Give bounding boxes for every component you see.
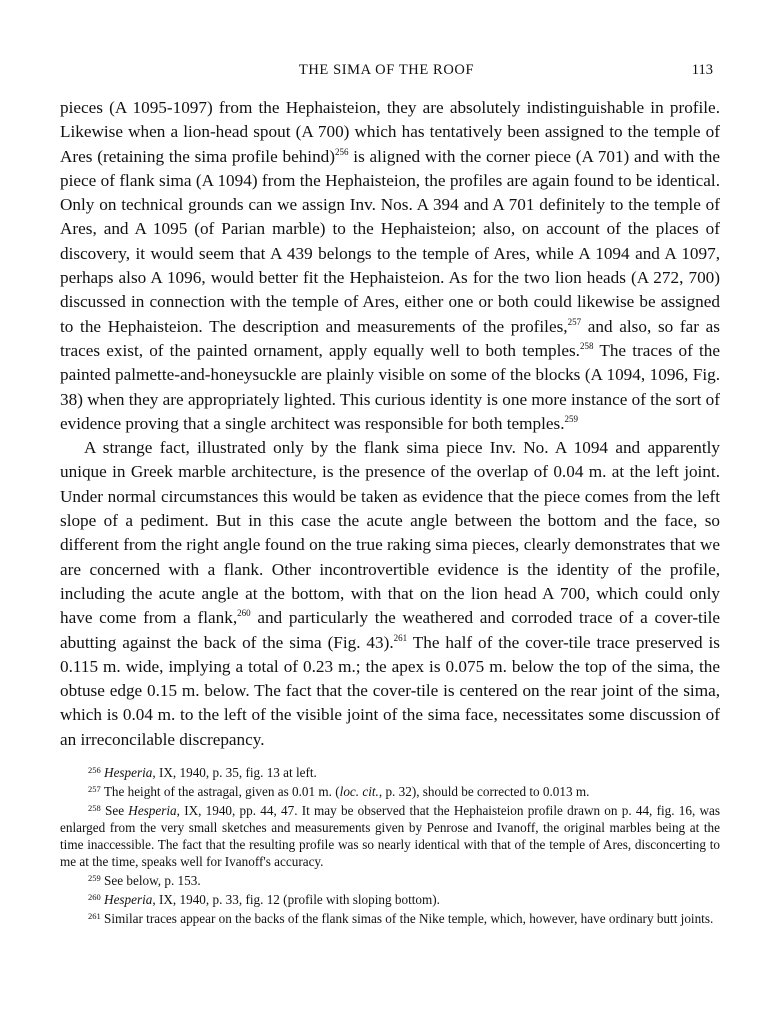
footnote-text: , IX, 1940, p. 33, fig. 12 (profile with sloping bottom). bbox=[152, 892, 440, 907]
text-run: pieces (A 1095-1097) from the Hephaisteion, they are absolutely indistinguishable in profile. Likewise when a lion-head spout (A 700) which has tentatively been assigned to the temple of Ares (retaining the sima profile behind) bbox=[60, 98, 720, 166]
page-number: 113 bbox=[691, 62, 713, 78]
footnote-italic: Hesperia bbox=[104, 892, 153, 907]
running-header bbox=[60, 62, 713, 84]
footnote-number: 257 bbox=[88, 784, 101, 794]
footnote bbox=[60, 889, 720, 908]
text-run: and also, so far as traces exist, of the painted ornament, apply equally well to both temples. bbox=[60, 316, 720, 360]
footnote-text: See below, p. 153. bbox=[104, 873, 201, 888]
footnote-ref: 261 bbox=[393, 632, 408, 643]
text-run: and particularly the weathered and corroded trace of a cover-tile abutting against the back of the sima (Fig. 43). bbox=[60, 608, 720, 652]
text-run: The half of the cover-tile trace preserved is 0.115 m. wide, implying a total of 0.23 m.; the apex is 0.075 m. below the top of the sima, the obtuse edge 0.15 m. below. The fact that the cover-tile is centered on the rear joint of the sima, which is 0.04 m. to the left of the visible joint of the sima face, necessitates some discussion of an irreconcilable discrepancy. bbox=[60, 632, 720, 749]
footnote-number: 261 bbox=[88, 911, 101, 921]
footnotes bbox=[60, 762, 720, 927]
footnote bbox=[60, 800, 720, 870]
footnote-ref: 257 bbox=[567, 316, 582, 327]
footnote-number: 256 bbox=[88, 765, 101, 775]
footnote bbox=[60, 762, 720, 781]
text-run: The traces of the painted palmette-and-honeysuckle are plainly visible on some of the blocks (A 1094, 1096, Fig. 38) when they are appropriately lighted. This curious identity is one more instance of the sort of evidence proving that a single architect was responsible for both temples. bbox=[60, 340, 720, 433]
running-title: THE SIMA OF THE ROOF bbox=[298, 62, 475, 78]
footnote-text: , IX, 1940, p. 35, fig. 13 at left. bbox=[152, 765, 317, 780]
paragraph bbox=[60, 436, 720, 752]
footnote-italic: Hesperia bbox=[104, 765, 153, 780]
footnote-italic: Hesperia bbox=[128, 803, 177, 818]
footnote-ref: 259 bbox=[564, 413, 578, 424]
paragraph bbox=[60, 96, 720, 436]
footnote bbox=[60, 908, 720, 927]
footnote bbox=[60, 781, 720, 800]
text-run: is aligned with the corner piece (A 701) and with the piece of flank sima (A 1094) from the Hephaisteion, the profiles are again found to be identical. Only on technical grounds can we assign Inv. Nos. A 394 and A 701 definitely to the temple of Ares, and A 1095 (of Parian marble) to the Hephaisteion; also, on account of the places of discovery, it would seem that A 439 belongs to the temple of Ares, while A 1094 and A 1097, perhaps also A 1096, would better fit the Hephaisteion. As for the two lion heads (A 272, 700) discussed in connection with the temple of Ares, either one or both could likewise be assigned to the Hephaisteion. The description and measurements of the profiles, bbox=[60, 146, 720, 336]
footnote-ref: 260 bbox=[237, 608, 251, 619]
footnote-text: See bbox=[105, 803, 129, 818]
main-text bbox=[60, 96, 720, 752]
footnote bbox=[60, 870, 720, 889]
text-run: A strange fact, illustrated only by the flank sima piece Inv. No. A 1094 and apparently unique in Greek marble architecture, is the presence of the overlap of 0.04 m. at the left joint. Under normal circumstances this would be taken as evidence that the piece comes from the left slope of a pediment. But in this case the acute angle between the bottom and the face, so different from the right angle found on the true raking sima pieces, clearly demonstrates that we are concerned with a flank. Other incontrovertible evidence is the identity of the profile, including the acute angle at the bottom, with that on the lion head A 700, which could only have come from a flank, bbox=[60, 438, 720, 628]
footnote-number: 259 bbox=[88, 873, 101, 883]
footnote-italic: loc. cit. bbox=[339, 784, 379, 799]
footnote-text: , IX, 1940, pp. 44, 47. It may be observed that the Hephaisteion profile drawn on p. 44, fig. 16, was enlarged from the very small sketches and measurements given by Penrose and Ivanoff, the original marbles being at the time inaccessible. The fact that the resulting profile was so nearly identical with that of the temple of Ares, disconcerting to me at the time, speaks well for Ivanoff's accuracy. bbox=[60, 803, 721, 869]
footnote-text: Similar traces appear on the backs of the flank simas of the Nike temple, which, however, have ordinary butt joints. bbox=[104, 911, 714, 926]
footnote-text: , p. 32), should be corrected to 0.013 m. bbox=[378, 784, 590, 799]
footnote-text: The height of the astragal, given as 0.01 m. ( bbox=[103, 784, 340, 799]
footnote-number: 258 bbox=[88, 803, 101, 813]
footnote-number: 260 bbox=[88, 892, 101, 902]
footnote-ref: 258 bbox=[579, 340, 594, 351]
footnote-ref: 256 bbox=[335, 146, 349, 157]
